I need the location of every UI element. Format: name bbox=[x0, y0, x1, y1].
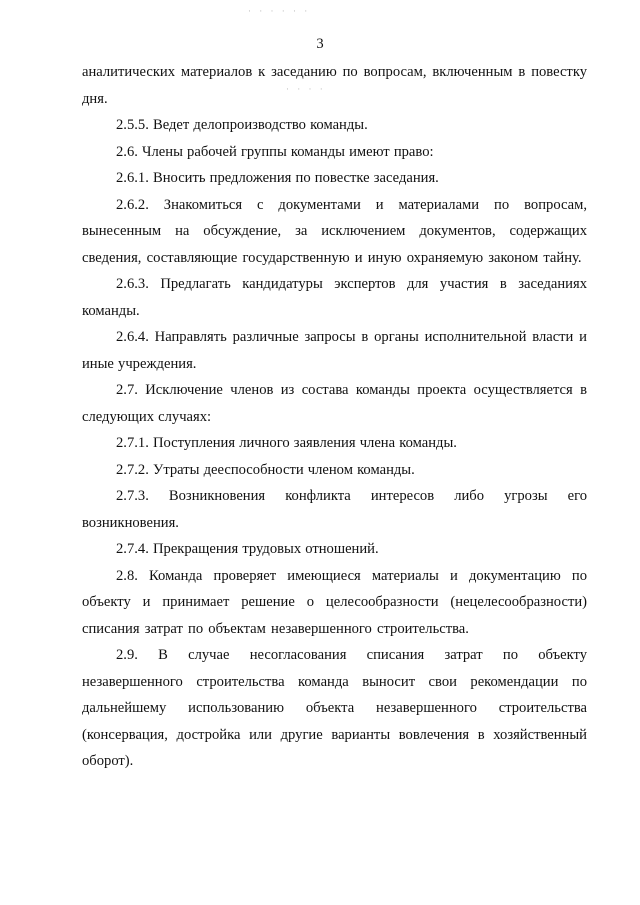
paragraph-2-6-4: 2.6.4. Направлять различные запросы в органы исполнительной власти и иные учреждения. bbox=[82, 329, 587, 372]
scan-artifact: · · · · · · bbox=[248, 6, 311, 16]
paragraph-2-5-5: 2.5.5. Ведет делопроизводство команды. bbox=[116, 117, 368, 133]
paragraph-2-6-3: 2.6.3. Предлагать кандидатуры экспертов для участия в заседаниях команды. bbox=[82, 276, 587, 319]
document-body bbox=[82, 59, 587, 775]
paragraph-continuation: аналитических материалов к заседанию по вопросам, включенным в повестку дня. bbox=[82, 64, 587, 107]
scan-artifact: · · · · bbox=[286, 84, 326, 94]
page-number: 3 bbox=[316, 36, 324, 52]
paragraph-2-7-3: 2.7.3. Возникновения конфликта интересов либо угрозы его возникновения. bbox=[82, 488, 587, 531]
paragraph-2-7: 2.7. Исключение членов из состава команды проекта осуществляется в следующих случаях: bbox=[82, 382, 587, 425]
paragraph-2-6-2: 2.6.2. Знакомиться с документами и материалами по вопросам, вынесенным на обсуждение, за исключением документов, содержащих сведения, составляющие государственную и иную охраняемую законом тайну. bbox=[82, 196, 587, 266]
paragraph-2-8: 2.8. Команда проверяет имеющиеся материалы и документацию по объекту и принимает решение о целесообразности (нецелесообразности) списания затрат по объектам незавершенного строительства. bbox=[82, 567, 587, 637]
paragraph-2-6: 2.6. Члены рабочей группы команды имеют право: bbox=[116, 143, 434, 160]
paragraph-2-6-1: 2.6.1. Вносить предложения по повестке заседания. bbox=[116, 170, 439, 186]
paragraph-2-7-4: 2.7.4. Прекращения трудовых отношений. bbox=[116, 541, 379, 557]
paragraph-2-9: 2.9. В случае несогласования списания затрат по объекту незавершенного строительства команда выносит свои рекомендации по дальнейшему использованию объекта незавершенного строительства (консервация, достройка или другие варианты вовлечения в хозяйственный оборот). bbox=[82, 647, 587, 769]
paragraph-2-7-2: 2.7.2. Утраты дееспособности членом команды. bbox=[116, 461, 415, 478]
paragraph-2-7-1: 2.7.1. Поступления личного заявления члена команды. bbox=[116, 435, 457, 451]
